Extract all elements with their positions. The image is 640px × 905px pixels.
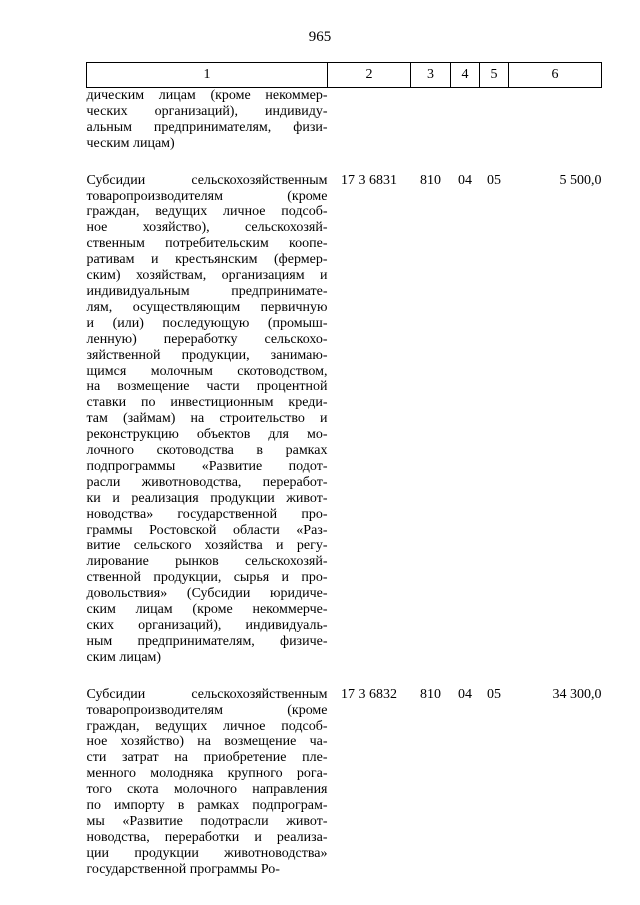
description-line: Субсидии сельскохозяйственным bbox=[86, 686, 328, 702]
description-line: лям, осуществляющим первичную bbox=[86, 299, 328, 315]
row-description bbox=[87, 88, 328, 152]
description-line: товаропроизводителям (кроме bbox=[86, 188, 328, 204]
description-line: ное хозяйство) на возмещение ча- bbox=[86, 734, 328, 750]
row-col5: 05 bbox=[487, 172, 501, 188]
table-row bbox=[87, 173, 602, 666]
row-col5: 05 bbox=[487, 686, 501, 702]
row-description bbox=[87, 687, 328, 878]
description-line: ских организаций), индивидуаль- bbox=[86, 618, 328, 633]
description-line: ским лицам (кроме некоммерче- bbox=[86, 602, 328, 618]
row-amount: 5 500,0 bbox=[559, 172, 602, 188]
description-line: ским) хозяйствам, организациям и bbox=[86, 268, 328, 284]
column-header: 4 bbox=[451, 63, 480, 88]
row-col3 bbox=[411, 88, 451, 152]
row-code bbox=[328, 88, 411, 152]
page-number: 965 bbox=[308, 29, 332, 45]
row-col3: 810 bbox=[420, 686, 441, 702]
description-line: подпрограммы «Развитие подот- bbox=[86, 458, 328, 474]
description-line: ным предпринимателям, физиче- bbox=[86, 633, 328, 649]
row-code: 17 3 6832 bbox=[341, 686, 397, 702]
description-line: лочного скотоводства в рамках bbox=[86, 443, 328, 459]
description-line: ческих организаций), индивиду- bbox=[86, 103, 328, 119]
description-line: государственной программы Ро- bbox=[86, 861, 280, 877]
description-line: расли животноводства, переработ- bbox=[86, 474, 328, 490]
description-line: витие сельского хозяйства и регу- bbox=[86, 538, 328, 554]
description-line: ским лицам) bbox=[86, 649, 162, 665]
description-line: граждан, ведущих личное подсоб- bbox=[86, 204, 328, 220]
description-line: ративам и крестьянским (фермер- bbox=[86, 252, 328, 268]
description-line: реконструкцию объектов для мо- bbox=[86, 427, 328, 443]
row-col4 bbox=[451, 88, 480, 152]
table-row bbox=[87, 687, 602, 878]
description-line: ставки по инвестиционным креди- bbox=[86, 395, 328, 411]
table-row bbox=[87, 88, 602, 152]
description-line: лирование рынков сельскохозяй- bbox=[86, 554, 328, 570]
description-line: и (или) последующую (промыш- bbox=[86, 315, 328, 331]
description-line: ки и реализация продукции живот- bbox=[86, 490, 328, 506]
description-line: товаропроизводителям (кроме bbox=[86, 702, 328, 718]
row-description bbox=[87, 173, 328, 666]
description-line: граммы Ростовской области «Раз- bbox=[86, 522, 328, 538]
description-line: новодства» государственной про- bbox=[86, 506, 328, 522]
description-line: того скота молочного направления bbox=[86, 782, 328, 798]
row-spacer bbox=[87, 666, 602, 687]
row-spacer bbox=[87, 152, 602, 173]
description-line: довольствия» (Субсидии юридиче- bbox=[86, 586, 328, 602]
description-line: по импорту в рамках подпрограм- bbox=[86, 798, 328, 814]
column-header: 2 bbox=[328, 63, 411, 88]
row-amount bbox=[509, 88, 602, 152]
description-line: новодства, переработки и реализа- bbox=[86, 829, 328, 845]
row-col4: 04 bbox=[458, 172, 472, 188]
description-line: щимся молочным скотоводством, bbox=[86, 363, 328, 379]
description-line: ции продукции животноводства» bbox=[86, 845, 328, 861]
description-line: ческим лицам) bbox=[86, 135, 175, 151]
column-header: 6 bbox=[509, 63, 602, 88]
column-header: 3 bbox=[411, 63, 451, 88]
row-code: 17 3 6831 bbox=[341, 172, 397, 188]
description-line: граждан, ведущих личное подсоб- bbox=[86, 718, 328, 734]
description-line: сти затрат на приобретение пле- bbox=[86, 750, 328, 766]
description-line: мы «Развитие подотрасли живот- bbox=[86, 813, 328, 829]
column-header: 5 bbox=[480, 63, 509, 88]
description-line: зяйственной продукции, занимаю- bbox=[86, 347, 328, 363]
description-line: менного молодняка крупного рога- bbox=[86, 766, 328, 782]
description-line: ленную) переработку сельскохо- bbox=[86, 331, 328, 347]
description-line: альным предпринимателям, физи- bbox=[86, 119, 328, 135]
description-line: Субсидии сельскохозяйственным bbox=[86, 172, 328, 188]
description-line: индивидуальным предпринимате- bbox=[86, 283, 328, 299]
description-line: дическим лицам (кроме некоммер- bbox=[86, 88, 328, 103]
header-row bbox=[87, 63, 602, 88]
description-line: ственным потребительским коопе- bbox=[86, 236, 328, 252]
column-header: 1 bbox=[87, 63, 328, 88]
description-line: там (займам) на строительство и bbox=[86, 411, 328, 427]
description-line: на возмещение части процентной bbox=[86, 379, 328, 395]
budget-table bbox=[86, 62, 602, 878]
row-col5 bbox=[480, 88, 509, 152]
description-line: ственной продукции, сырья и про- bbox=[86, 570, 328, 586]
row-col3: 810 bbox=[420, 172, 441, 188]
row-col4: 04 bbox=[458, 686, 472, 702]
row-amount: 34 300,0 bbox=[552, 686, 602, 702]
description-line: ное хозяйство), сельскохозяй- bbox=[86, 220, 328, 236]
